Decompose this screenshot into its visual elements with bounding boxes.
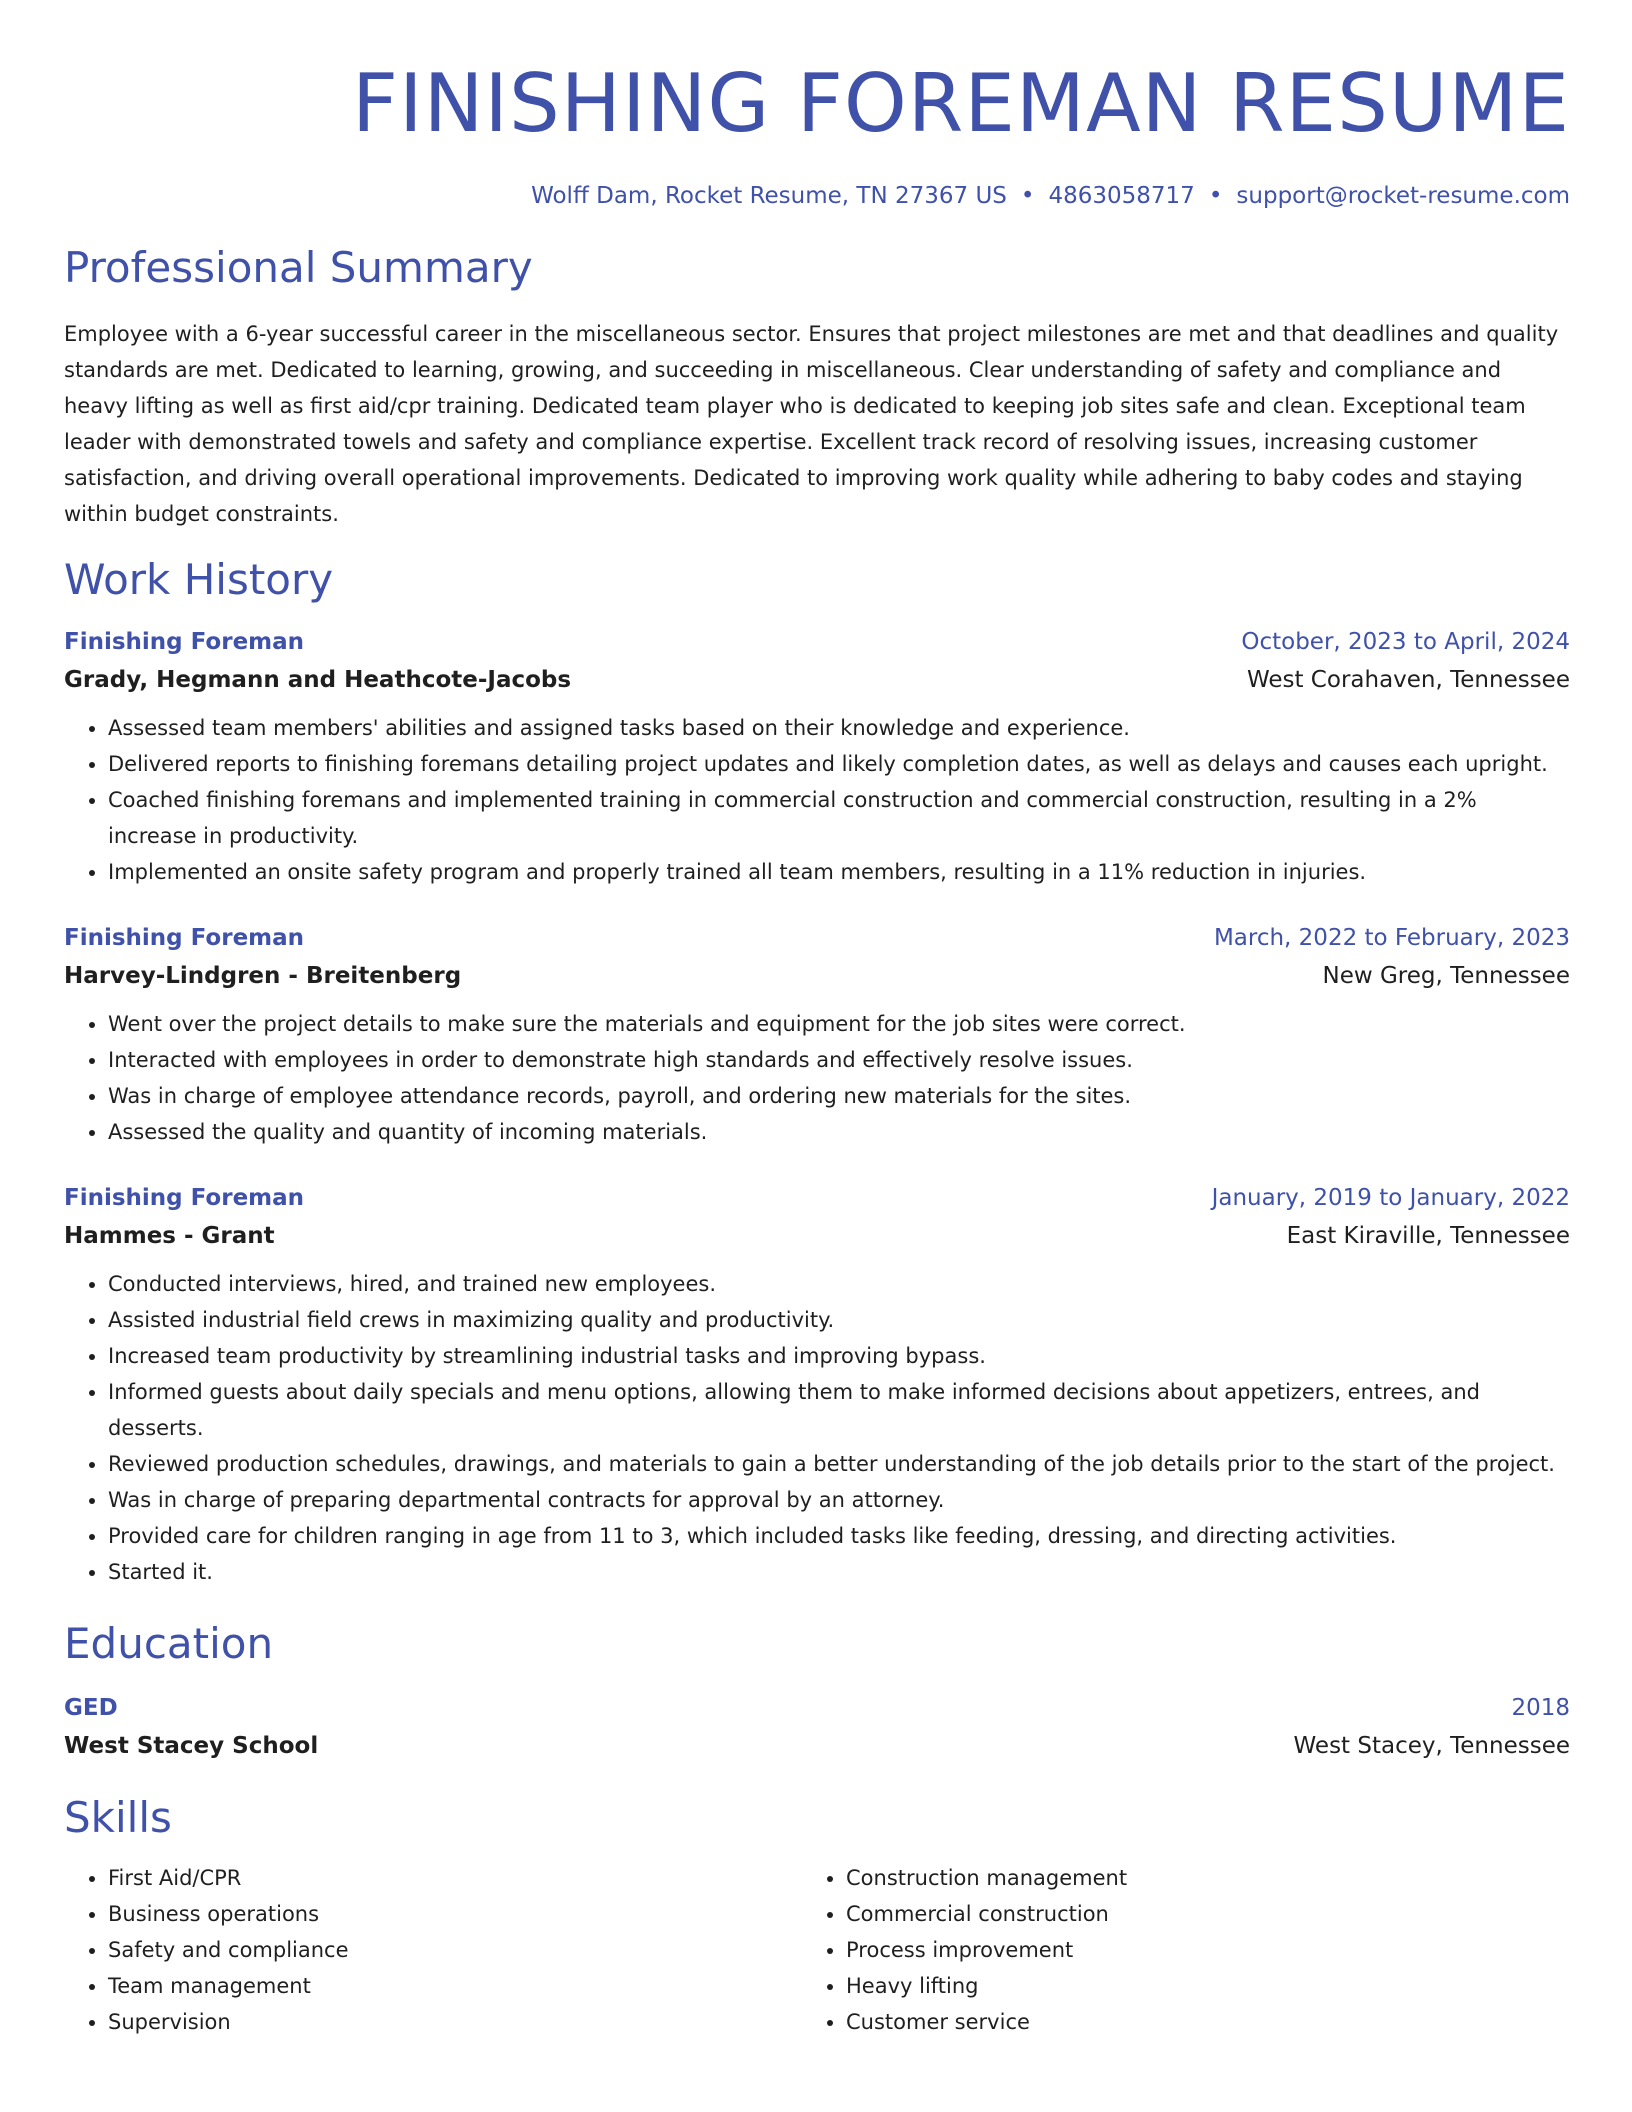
job-bullet: • Was in charge of preparing departmental contracts for approval by an attorney. xyxy=(108,1482,1570,1518)
job-bullet: • Was in charge of employee attendance records, payroll, and ordering new materials for the sites. xyxy=(108,1078,1570,1114)
work-history-heading: Work History xyxy=(64,555,334,604)
job-dates: October, 2023 to April, 2024 xyxy=(1241,629,1570,655)
contact-email: support@rocket-resume.com xyxy=(1236,183,1570,209)
company-name: Grady, Hegmann and Heathcote-Jacobs xyxy=(64,667,572,693)
job-bullet: • Reviewed production schedules, drawings, and materials to gain a better understanding of the job details prior to the start of the project. xyxy=(108,1446,1570,1482)
work-history-section xyxy=(64,552,1570,1590)
job-bullet: • Went over the project details to make sure the materials and equipment for the job sites were correct. xyxy=(108,1006,1570,1042)
summary-section xyxy=(64,240,1570,532)
job-dates: January, 2019 to January, 2022 xyxy=(1211,1185,1570,1211)
job-bullets xyxy=(64,1006,1570,1150)
job-bullet: • Assisted industrial field crews in maximizing quality and productivity. xyxy=(108,1302,1570,1338)
job-bullet: • Assessed team members' abilities and assigned tasks based on their knowledge and experience. xyxy=(108,710,1570,746)
skill-item: • Customer service xyxy=(846,2004,1540,2040)
contact-address: Wolff Dam, Rocket Resume, TN 27367 US xyxy=(531,183,1007,209)
contact-separator: • xyxy=(1208,183,1223,209)
job-bullet: • Increased team productivity by streamlining industrial tasks and improving bypass. xyxy=(108,1338,1570,1374)
job-location: New Greg, Tennessee xyxy=(1322,963,1570,989)
graduation-year: 2018 xyxy=(1511,1695,1570,1721)
skill-item: • Process improvement xyxy=(846,1932,1540,1968)
job-title: Finishing Foreman xyxy=(64,629,305,655)
job-bullet: • Implemented an onsite safety program and properly trained all team members, resulting in a 11% reduction in injuries. xyxy=(108,854,1570,890)
company-name: Harvey-Lindgren - Breitenberg xyxy=(64,963,462,989)
skill-item: • Team management xyxy=(108,1968,802,2004)
skills-list-right xyxy=(802,1860,1540,2040)
resume-header xyxy=(64,0,1570,212)
education-section xyxy=(64,1616,1570,1766)
job-dates: March, 2022 to February, 2023 xyxy=(1213,925,1570,951)
education-heading: Education xyxy=(64,1619,274,1668)
skill-item: • First Aid/CPR xyxy=(108,1860,802,1896)
contact-line xyxy=(64,180,1570,212)
school-name: West Stacey School xyxy=(64,1733,319,1759)
skill-item: • Construction management xyxy=(846,1860,1540,1896)
job-entry xyxy=(64,920,1570,1150)
job-bullet: • Started it. xyxy=(108,1554,1570,1590)
skill-item: • Supervision xyxy=(108,2004,802,2040)
resume-page xyxy=(64,0,1570,2040)
skills-heading: Skills xyxy=(64,1793,172,1842)
job-bullet: • Conducted interviews, hired, and trained new employees. xyxy=(108,1266,1570,1302)
job-location: East Kiraville, Tennessee xyxy=(1286,1223,1570,1249)
job-bullets xyxy=(64,710,1570,890)
skill-item: • Commercial construction xyxy=(846,1896,1540,1932)
education-entry xyxy=(64,1690,1570,1766)
contact-separator: • xyxy=(1020,183,1035,209)
contact-phone: 4863058717 xyxy=(1048,183,1195,209)
summary-heading: Professional Summary xyxy=(64,243,533,292)
skill-item: • Heavy lifting xyxy=(846,1968,1540,2004)
school-location: West Stacey, Tennessee xyxy=(1293,1733,1570,1759)
job-title: Finishing Foreman xyxy=(64,1185,305,1211)
job-bullets xyxy=(64,1266,1570,1590)
skills-list-left xyxy=(64,1860,802,2040)
job-title: Finishing Foreman xyxy=(64,925,305,951)
skill-item: • Business operations xyxy=(108,1896,802,1932)
resume-title: FINISHING FOREMAN RESUME xyxy=(351,57,1570,150)
job-bullet: • Provided care for children ranging in age from 11 to 3, which included tasks like feeding, dressing, and directing activities. xyxy=(108,1518,1570,1554)
job-bullet: • Coached finishing foremans and implemented training in commercial construction and commercial construction, resulting in a 2% increase in productivity. xyxy=(108,782,1570,854)
job-entry xyxy=(64,624,1570,890)
summary-text: Employee with a 6-year successful career in the miscellaneous sector. Ensures that project milestones are met and that deadlines and quality standards are met. Dedicated to learning, growing, and succeeding in miscellaneous. Clear understanding of safety and compliance and heavy lifting as well as first aid/cpr training. Dedicated team player who is dedicated to keeping job sites safe and clean. Exceptional team leader with demonstrated towels and safety and compliance expertise. Excellent track record of resolving issues, increasing customer satisfaction, and driving overall operational improvements. Dedicated to improving work quality while adhering to baby codes and staying within budget constraints. xyxy=(64,322,1559,526)
company-name: Hammes - Grant xyxy=(64,1223,275,1249)
job-entry xyxy=(64,1180,1570,1590)
job-bullet: • Delivered reports to finishing foremans detailing project updates and likely completion dates, as well as delays and causes each upright. xyxy=(108,746,1570,782)
job-location: West Corahaven, Tennessee xyxy=(1246,667,1570,693)
skills-section xyxy=(64,1790,1570,2040)
degree: GED xyxy=(64,1695,118,1721)
job-bullet: • Interacted with employees in order to demonstrate high standards and effectively resolve issues. xyxy=(108,1042,1570,1078)
skill-item: • Safety and compliance xyxy=(108,1932,802,1968)
job-bullet: • Informed guests about daily specials and menu options, allowing them to make informed decisions about appetizers, entrees, and desserts. xyxy=(108,1374,1570,1446)
job-bullet: • Assessed the quality and quantity of incoming materials. xyxy=(108,1114,1570,1150)
skills-columns xyxy=(64,1860,1570,2040)
